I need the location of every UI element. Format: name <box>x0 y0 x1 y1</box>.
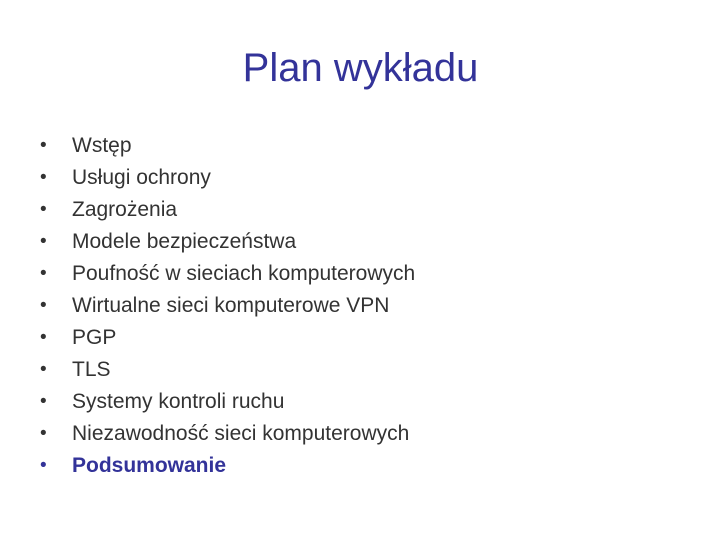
agenda-item-podsumowanie <box>40 447 680 479</box>
bullet-icon: • <box>40 199 47 220</box>
agenda-item-modele-bezpieczenstwa <box>40 223 680 255</box>
agenda-item-systemy-kontroli-ruchu <box>40 383 680 415</box>
agenda-item-label: Wstęp <box>72 134 132 157</box>
bullet-icon: • <box>40 327 47 348</box>
agenda-item-label: Podsumowanie <box>72 454 227 477</box>
bullet-icon: • <box>40 423 47 444</box>
bullet-icon: • <box>40 391 47 412</box>
agenda-item-pgp <box>40 319 680 351</box>
agenda-item-label: PGP <box>72 326 117 349</box>
slide-title-text: Plan wykładu <box>242 46 479 90</box>
agenda-item-label: Modele bezpieczeństwa <box>72 230 297 253</box>
agenda-item-label: Poufność w sieciach komputerowych <box>72 262 416 285</box>
bullet-icon: • <box>40 135 47 156</box>
bullet-icon: • <box>40 359 47 380</box>
agenda-item-label: TLS <box>72 358 111 381</box>
agenda-item-label: Wirtualne sieci komputerowe VPN <box>72 294 390 317</box>
bullet-icon: • <box>40 167 47 188</box>
agenda-item-niezawodnosc <box>40 415 680 447</box>
agenda-item-tls <box>40 351 680 383</box>
agenda-item-label: Usługi ochrony <box>72 166 211 189</box>
agenda-list <box>40 127 680 479</box>
bullet-icon: • <box>40 295 47 316</box>
agenda-item-vpn <box>40 287 680 319</box>
slide-title <box>0 40 720 96</box>
agenda-item-uslugi-ochrony <box>40 159 680 191</box>
bullet-icon: • <box>40 231 47 252</box>
agenda-item-zagrozenia <box>40 191 680 223</box>
agenda-item-label: Niezawodność sieci komputerowych <box>72 422 410 445</box>
bullet-icon: • <box>40 455 47 476</box>
bullet-icon: • <box>40 263 47 284</box>
agenda-item-wstep <box>40 127 680 159</box>
agenda-item-label: Zagrożenia <box>72 198 178 221</box>
agenda-item-label: Systemy kontroli ruchu <box>72 390 285 413</box>
agenda-item-poufnosc <box>40 255 680 287</box>
